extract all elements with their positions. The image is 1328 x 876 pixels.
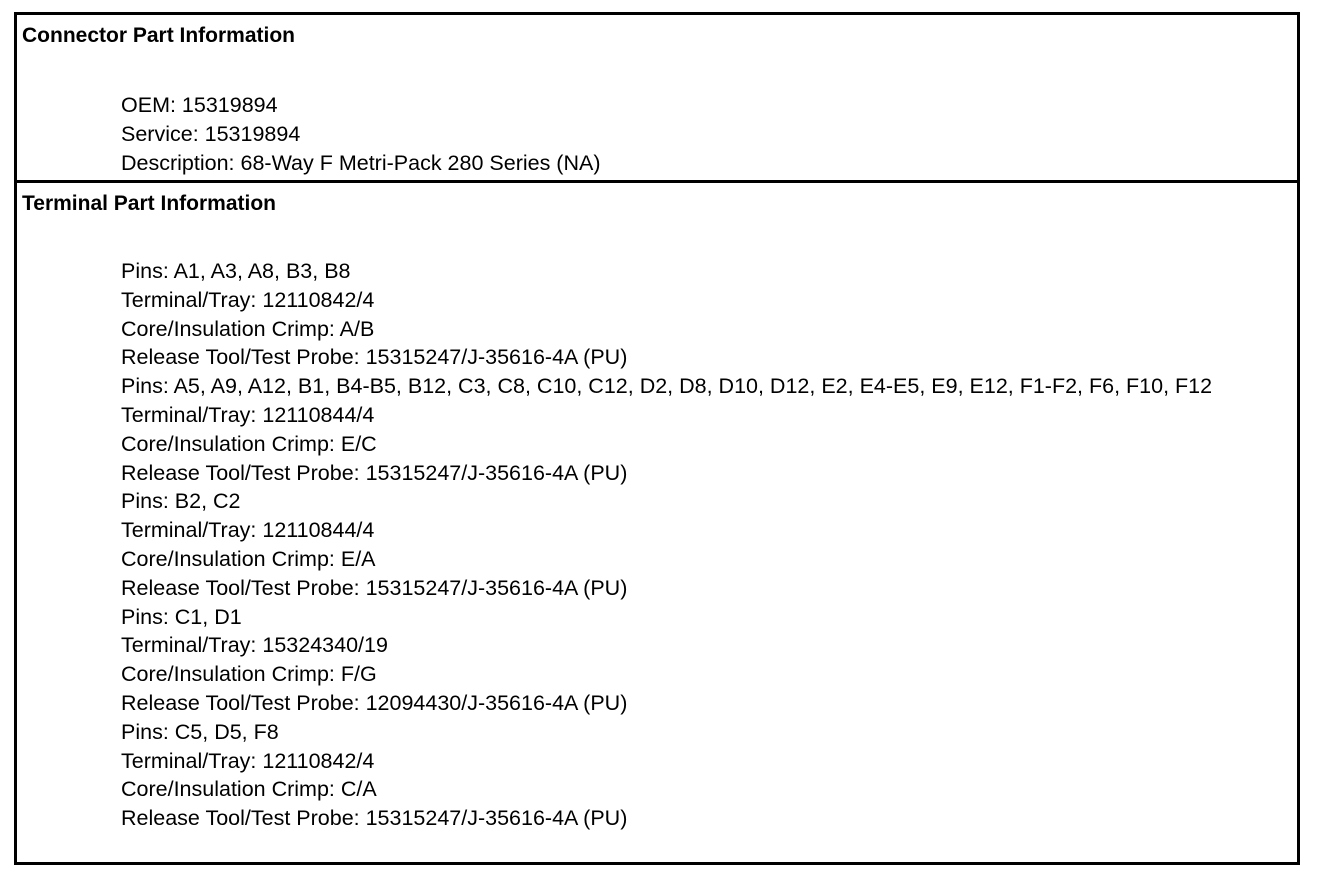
terminal-tray-line: Terminal/Tray: 15324340/19 (121, 633, 388, 658)
terminal-crimp-line: Core/Insulation Crimp: A/B (121, 316, 375, 341)
terminal-pins-line: Pins: C5, D5, F8 (121, 719, 279, 744)
connector-part-list (121, 91, 1289, 177)
terminal-pins-line: Pins: A5, A9, A12, B1, B4-B5, B12, C3, C8, C10, C12, D2, D8, D10, D12, E2, E4-E5, E9, E12, F1-F2, F6, F10, F12 (121, 374, 1213, 399)
terminal-tray-line: Terminal/Tray: 12110844/4 (121, 402, 375, 427)
terminal-pins-line: Pins: B2, C2 (121, 489, 241, 514)
terminal-crimp-line: Core/Insulation Crimp: E/A (121, 546, 376, 571)
connector-oem-line: OEM: 15319894 (121, 93, 278, 117)
connector-info-table (14, 12, 1300, 865)
terminal-pins-line: Pins: A1, A3, A8, B3, B8 (121, 259, 351, 283)
terminal-tray-line: Terminal/Tray: 12110844/4 (121, 518, 375, 543)
terminal-part-list (121, 257, 1289, 833)
terminal-release-tool-line: Release Tool/Test Probe: 12094430/J-35616-4A (PU) (121, 690, 628, 715)
terminal-pins-line: Pins: C1, D1 (121, 604, 242, 629)
terminal-release-tool-line: Release Tool/Test Probe: 15315247/J-35616-4A (PU) (121, 345, 628, 370)
terminal-release-tool-line: Release Tool/Test Probe: 15315247/J-35616-4A (PU) (121, 575, 628, 600)
connector-description-line: Description: 68-Way F Metri-Pack 280 Series (NA) (121, 150, 601, 175)
terminal-part-section (17, 183, 1297, 862)
terminal-tray-line: Terminal/Tray: 12110842/4 (121, 748, 375, 773)
terminal-crimp-line: Core/Insulation Crimp: F/G (121, 662, 377, 687)
terminal-release-tool-line: Release Tool/Test Probe: 15315247/J-35616-4A (PU) (121, 460, 628, 485)
connector-part-section (17, 15, 1297, 183)
terminal-release-tool-line: Release Tool/Test Probe: 15315247/J-35616-4A (PU) (121, 806, 628, 831)
terminal-crimp-line: Core/Insulation Crimp: E/C (121, 431, 377, 456)
terminal-tray-line: Terminal/Tray: 12110842/4 (121, 287, 375, 312)
connector-service-line: Service: 15319894 (121, 121, 301, 146)
connector-part-heading: Connector Part Information (22, 24, 296, 47)
terminal-part-heading: Terminal Part Information (22, 192, 276, 215)
terminal-crimp-line: Core/Insulation Crimp: C/A (121, 777, 377, 802)
